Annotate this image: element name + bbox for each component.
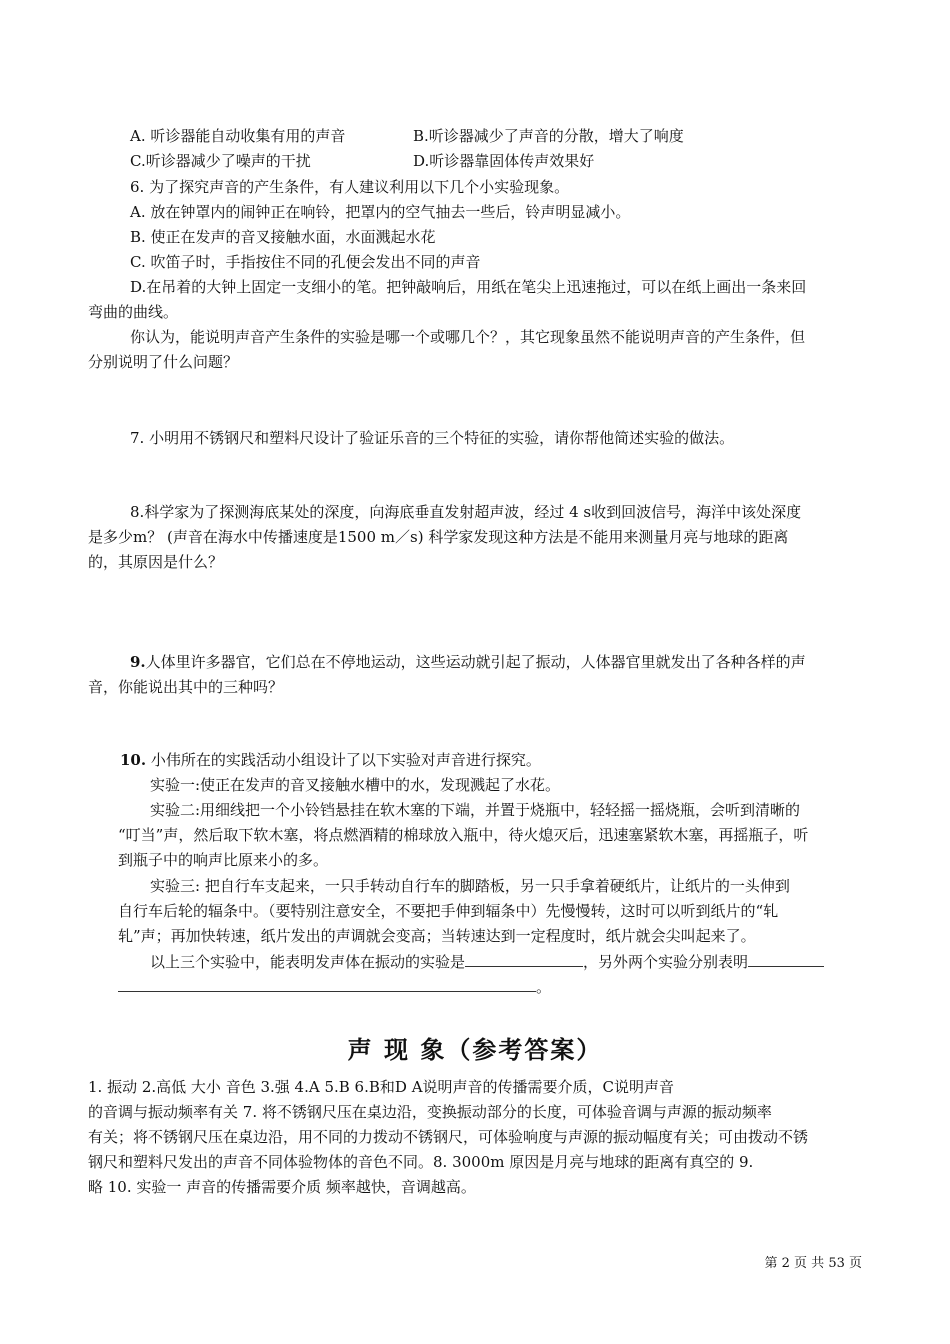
q9-number: 9.	[130, 653, 146, 671]
option-5c: C.听诊器减少了噪声的干扰	[130, 152, 311, 170]
option-5b: B.听诊器减少了声音的分散，增大了响度	[413, 127, 684, 145]
answers-line1: 1. 振动 2.高低 大小 音色 3.强 4.A 5.B 6.B和D A说明声音的传播需要介质，C说明声音	[88, 1078, 674, 1096]
q10-question-part2: ，另外两个实验分别表明	[583, 953, 749, 971]
q9-line1	[130, 652, 806, 672]
option-5d: D.听诊器靠固体传声效果好	[413, 152, 595, 170]
answer-blank-2b[interactable]	[118, 976, 536, 992]
q6-stem: 6. 为了探究声音的产生条件，有人建议利用以下几个小实验现象。	[130, 178, 570, 196]
q10-question-part1: 以上三个实验中，能表明发声体在振动的实验是	[150, 953, 466, 971]
q10-number: 10.	[120, 751, 147, 769]
page-number: 第 2 页 共 53 页	[764, 1256, 862, 1271]
q10-experiment2-line1: 实验二:用细线把一个小铃铛悬挂在软木塞的下端，并置于烧瓶中，轻轻摇一摇烧瓶，会听到清晰的	[150, 801, 801, 819]
q8-line1: 8.科学家为了探测海底某处的深度，向海底垂直发射超声波，经过 4 s收到回波信号，海洋中该处深度	[130, 503, 802, 521]
q7-text: 7. 小明用不锈钢尺和塑料尺设计了验证乐音的三个特征的实验，请你帮他简述实验的做法。	[130, 429, 735, 447]
q6-option-c: C. 吹笛子时，手指按住不同的孔便会发出不同的声音	[130, 253, 481, 271]
q10-question-line1	[150, 951, 824, 972]
q6-option-a: A. 放在钟罩内的闹钟正在响铃，把罩内的空气抽去一些后，铃声明显减小。	[130, 203, 631, 221]
q6-option-d-line2: 弯曲的曲线。	[88, 303, 179, 321]
answer-blank-2a[interactable]	[748, 951, 824, 967]
q10-experiment2-line2: “叮当”声，然后取下软木塞，将点燃酒精的棉球放入瓶中，待火熄灭后，迅速塞紧软木塞，再摇瓶子，听	[118, 826, 809, 844]
option-5a: A. 听诊器能自动收集有用的声音	[130, 127, 346, 145]
q10-experiment3-line1: 实验三: 把自行车支起来，一只手转动自行车的脚踏板，另一只手拿着硬纸片，让纸片的一头伸到	[150, 877, 790, 895]
q9-line2: 音，你能说出其中的三种吗？	[88, 678, 284, 696]
q10-question-line2	[118, 976, 551, 997]
answers-line5: 略 10. 实验一 声音的传播需要介质 频率越快，音调越高。	[88, 1178, 476, 1196]
q10-experiment2-line3: 到瓶子中的响声比原来小的多。	[118, 851, 329, 869]
q10-experiment3-line2: 自行车后轮的辐条中。（要特别注意安全，不要把手伸到辐条中）先慢慢转，这时可以听到纸片的“轧	[118, 902, 779, 920]
q8-line2: 是多少m？ (声音在海水中传播速度是1500 m／s) 科学家发现这种方法是不能用来测量月亮与地球的距离	[88, 528, 789, 546]
q10-experiment3-line3: 轧”声；再加快转速，纸片发出的声调就会变高；当转速达到一定程度时，纸片就会尖叫起来了。	[118, 927, 756, 945]
q6-question-line1: 你认为，能说明声音产生条件的实验是哪一个或哪几个？，其它现象虽然不能说明声音的产生条件，但	[130, 328, 806, 346]
q10-experiment1: 实验一:使正在发声的音叉接触水槽中的水，发现溅起了水花。	[150, 776, 561, 794]
answers-title: 声 现 象（参考答案）	[347, 1036, 603, 1064]
q10-question-end: 。	[536, 978, 552, 996]
q10-stem: 小伟所在的实践活动小组设计了以下实验对声音进行探究。	[150, 751, 541, 769]
q6-option-d-line1: D.在吊着的大钟上固定一支细小的笔。把钟敲响后，用纸在笔尖上迅速拖过，可以在纸上画出一条来回	[130, 278, 807, 296]
answer-blank-1[interactable]	[465, 951, 583, 967]
q10-stem-line	[120, 750, 541, 770]
q8-line3: 的，其原因是什么？	[88, 553, 224, 571]
answers-line4: 钢尺和塑料尺发出的声音不同体验物体的音色不同。8. 3000m 原因是月亮与地球的距离有真空的 9.	[88, 1153, 754, 1171]
answers-line2: 的音调与振动频率有关 7. 将不锈钢尺压在桌边沿，变换振动部分的长度，可体验音调与声源的振动频率	[88, 1103, 772, 1121]
q6-option-b: B. 使正在发声的音叉接触水面，水面溅起水花	[130, 228, 436, 246]
q9-text-line1: 人体里许多器官，它们总在不停地运动，这些运动就引起了振动，人体器官里就发出了各种各样的声	[145, 653, 806, 671]
q6-question-line2: 分别说明了什么问题？	[88, 353, 239, 371]
answers-line3: 有关；将不锈钢尺压在桌边沿，用不同的力拨动不锈钢尺，可体验响度与声源的振动幅度有关；可由拨动不锈	[88, 1128, 809, 1146]
